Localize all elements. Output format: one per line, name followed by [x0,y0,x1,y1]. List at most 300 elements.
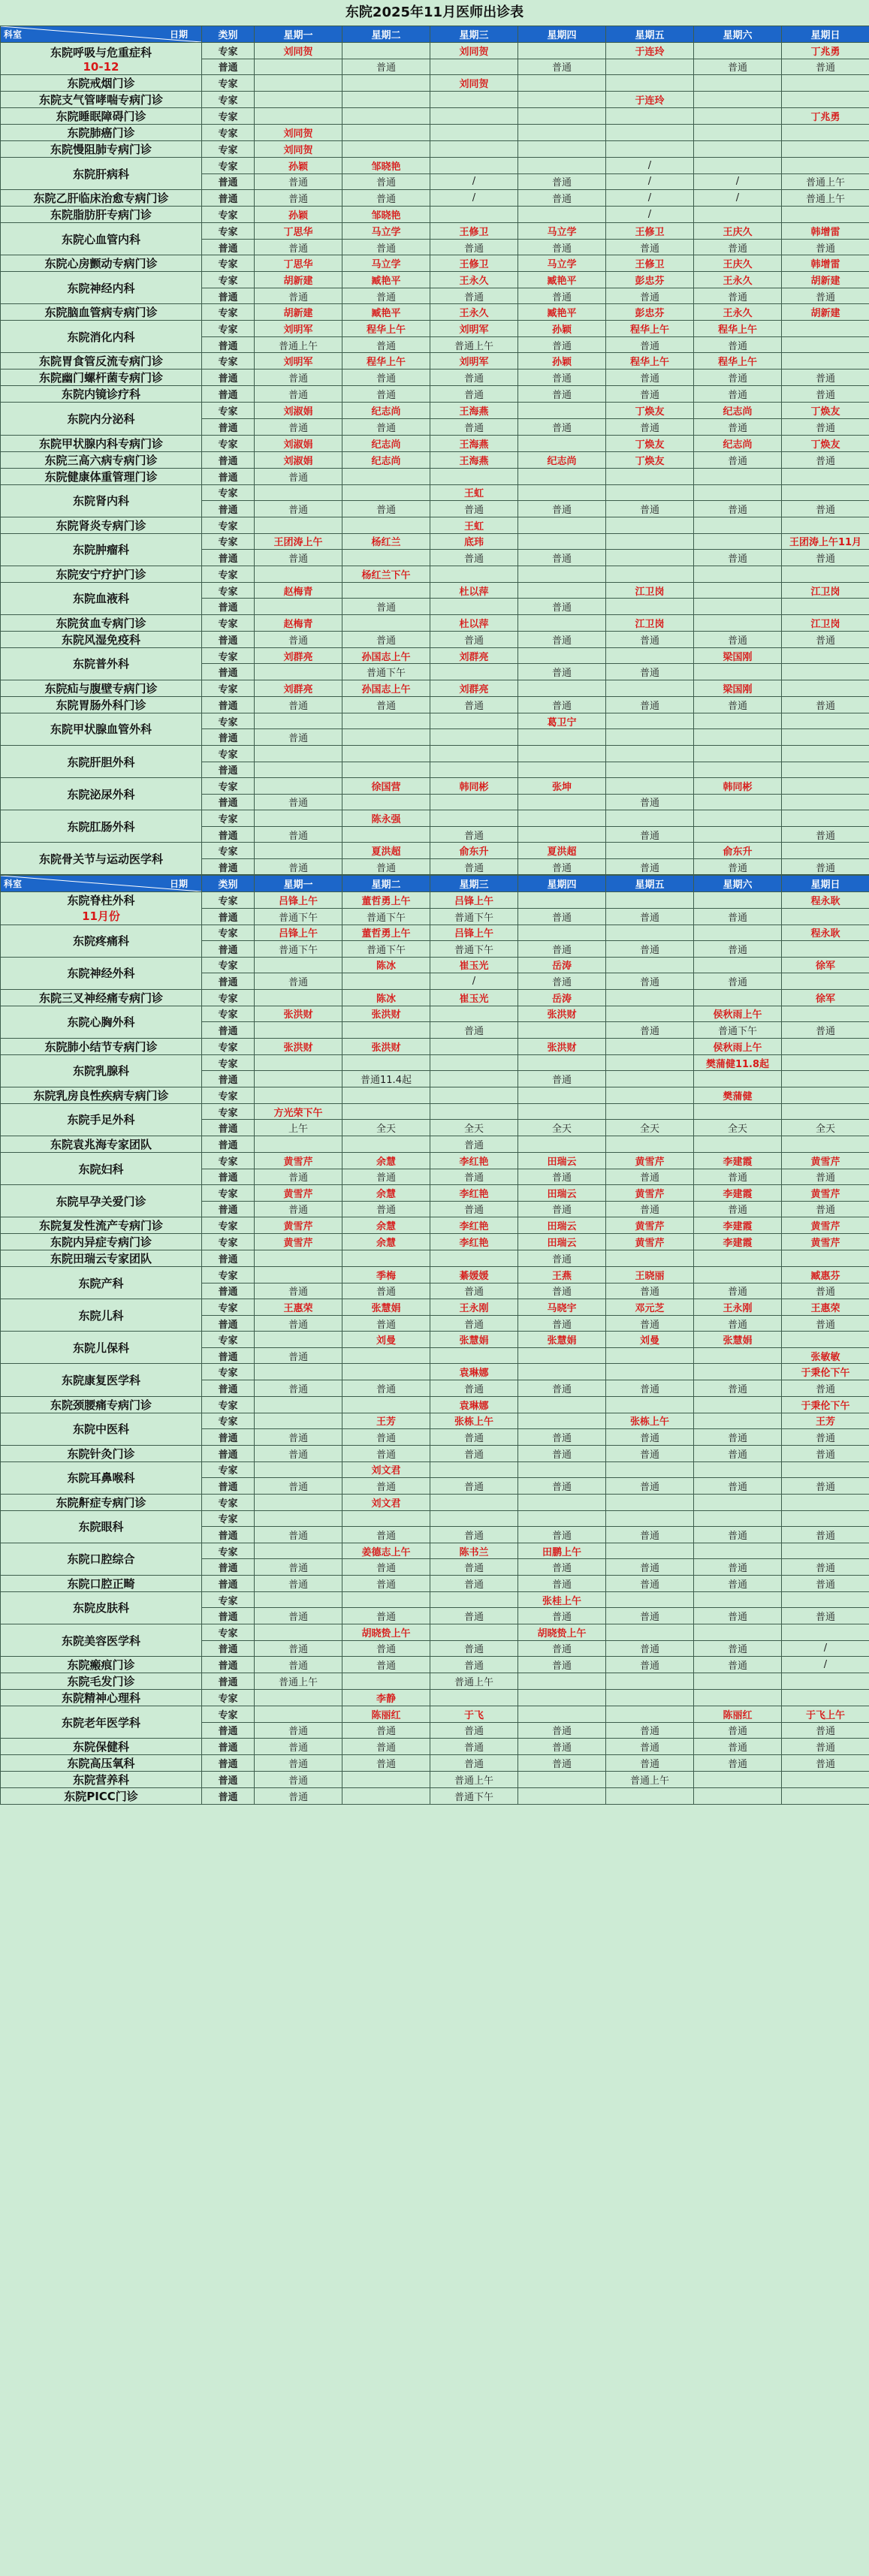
schedule-cell: 田瑞云 [518,1185,606,1202]
department-name [1,680,202,696]
schedule-cell [342,1054,430,1071]
schedule-cell: 普通 [430,1136,518,1152]
schedule-cell [430,794,518,810]
schedule-cell [255,1543,342,1559]
schedule-cell [430,1038,518,1054]
schedule-cell: 普通 [782,419,869,436]
schedule-cell: 王芳 [342,1413,430,1429]
schedule-cell: 黄雪芹 [782,1217,869,1234]
schedule-cell: 普通 [606,1201,694,1217]
schedule-cell [782,566,869,582]
schedule-cell: 普通 [694,973,782,990]
schedule-cell: 黄雪芹 [255,1234,342,1250]
category-cell: 普通 [202,1136,255,1152]
category-cell: 专家 [202,1103,255,1120]
department-name [1,1332,202,1364]
schedule-cell [782,664,869,680]
schedule-cell: 普通 [694,1169,782,1185]
table-row [1,108,869,125]
schedule-cell: 普通 [430,1283,518,1299]
category-cell: 专家 [202,1185,255,1202]
schedule-cell: 张坤 [518,778,606,795]
schedule-cell: 普通 [255,1283,342,1299]
schedule-cell [782,75,869,92]
schedule-cell: 普通 [255,501,342,517]
schedule-cell [606,533,694,550]
department-name-line: 东院早孕关爱门诊 [56,1194,146,1208]
department-name [1,1299,202,1332]
schedule-cell: 普通 [342,1283,430,1299]
category-cell: 普通 [202,1559,255,1576]
table-row [1,925,869,941]
schedule-cell [694,599,782,615]
schedule-cell [518,158,606,174]
schedule-cell: 普通 [606,501,694,517]
schedule-cell [518,746,606,762]
table-row [1,255,869,272]
schedule-cell: 张慧娟 [694,1332,782,1348]
schedule-cell: 普通下午 [255,908,342,925]
schedule-cell: 普通 [694,501,782,517]
schedule-cell: 普通 [606,1169,694,1185]
schedule-cell: 张栋上午 [606,1413,694,1429]
schedule-cell: 普通 [255,1201,342,1217]
schedule-cell: 李静 [342,1690,430,1706]
schedule-cell [694,517,782,533]
schedule-cell [255,957,342,973]
schedule-cell [694,892,782,909]
schedule-cell: 普通 [694,941,782,958]
category-cell: 普通 [202,794,255,810]
table-row [1,484,869,501]
schedule-cell: 于秉伦下午 [782,1396,869,1413]
schedule-cell: 王永刚 [694,1299,782,1316]
department-name [1,1690,202,1706]
date-label: 日期 [169,879,188,890]
schedule-cell: 王芳 [782,1413,869,1429]
schedule-cell: 袁琳娜 [430,1364,518,1380]
schedule-cell [694,125,782,141]
table-row [1,1575,869,1591]
category-cell: 专家 [202,957,255,973]
schedule-cell: 余慧 [342,1217,430,1234]
category-header: 类别 [202,876,255,892]
schedule-cell [518,1396,606,1413]
department-name [1,1234,202,1250]
schedule-cell: 普通上午 [430,1772,518,1788]
category-cell: 普通 [202,419,255,436]
schedule-cell [518,403,606,419]
day-header: 星期三 [430,876,518,892]
schedule-cell [342,746,430,762]
schedule-cell [694,713,782,729]
schedule-cell: 普通 [342,1429,430,1446]
schedule-cell [342,125,430,141]
schedule-cell: 丁思华 [255,255,342,272]
schedule-cell [430,158,518,174]
schedule-cell [342,729,430,746]
schedule-cell: 普通 [782,1380,869,1396]
schedule-cell [430,1624,518,1641]
schedule-cell [430,59,518,75]
schedule-cell: 普通 [430,1380,518,1396]
table-row [1,1624,869,1641]
schedule-cell [342,1510,430,1527]
schedule-cell [255,1071,342,1087]
schedule-cell [430,1347,518,1364]
schedule-cell: 普通 [606,1755,694,1772]
schedule-cell [255,1054,342,1071]
schedule-cell: 普通 [342,1608,430,1624]
department-name [1,566,202,582]
schedule-cell [694,43,782,59]
schedule-cell [782,1332,869,1348]
schedule-cell: 姜德志上午 [342,1543,430,1559]
category-cell: 普通 [202,1315,255,1332]
schedule-cell [606,1673,694,1690]
department-name [1,321,202,353]
department-name-line: 东院鼾症专病门诊 [56,1495,146,1510]
category-cell: 普通 [202,190,255,207]
schedule-cell: 普通 [606,419,694,436]
schedule-cell [606,1788,694,1805]
schedule-cell [255,599,342,615]
schedule-cell [518,1103,606,1120]
schedule-cell [518,533,606,550]
header-corner [1,26,202,43]
table-row [1,207,869,223]
schedule-cell [518,810,606,827]
department-name [1,647,202,680]
table-row [1,1217,869,1234]
schedule-cell: 李红艳 [430,1234,518,1250]
schedule-cell: 普通下午 [430,941,518,958]
schedule-cell [255,1461,342,1478]
schedule-cell: 普通 [518,599,606,615]
schedule-cell: / [606,158,694,174]
schedule-cell [430,729,518,746]
schedule-cell [782,1006,869,1022]
schedule-cell [255,517,342,533]
schedule-cell: 黄雪芹 [255,1217,342,1234]
schedule-cell: 纪志尚 [342,451,430,468]
schedule-cell: 刘淑娟 [255,403,342,419]
schedule-cell [430,1071,518,1087]
table-row [1,1445,869,1461]
schedule-cell: 吕锋上午 [255,925,342,941]
schedule-cell [782,1788,869,1805]
category-cell: 专家 [202,1543,255,1559]
schedule-cell: 普通 [782,288,869,304]
schedule-cell: 于飞 [430,1706,518,1723]
schedule-cell: 普通 [255,794,342,810]
department-name-line: 11月份 [82,909,120,924]
department-name [1,696,202,713]
schedule-cell [518,1510,606,1527]
table-row [1,1657,869,1673]
schedule-cell [606,1543,694,1559]
schedule-cell: 普通 [606,239,694,255]
schedule-cell: 梁国刚 [694,680,782,696]
table-row [1,1494,869,1510]
schedule-cell [782,1494,869,1510]
department-name [1,43,202,75]
schedule-cell [606,778,694,795]
schedule-cell: 于秉伦下午 [782,1364,869,1380]
department-name-line: 东院神经内科 [67,281,135,295]
schedule-cell: 丁焕友 [606,435,694,451]
schedule-cell: 陈冰 [342,989,430,1006]
schedule-cell: 普通 [782,1201,869,1217]
schedule-cell [694,141,782,158]
schedule-cell: 普通 [606,1429,694,1446]
category-cell: 专家 [202,1510,255,1527]
schedule-cell: 纪志尚 [342,435,430,451]
table-row [1,1772,869,1788]
schedule-cell: 王修卫 [606,255,694,272]
schedule-cell [606,108,694,125]
schedule-cell [782,141,869,158]
schedule-cell [782,941,869,958]
schedule-cell [782,125,869,141]
schedule-cell: 马立学 [518,223,606,240]
schedule-cell [694,794,782,810]
schedule-cell [342,75,430,92]
schedule-cell: 王永刚 [430,1299,518,1316]
schedule-cell [694,957,782,973]
schedule-cell: 陈书兰 [430,1543,518,1559]
schedule-cell: 张洪财 [342,1038,430,1054]
day-header: 星期一 [255,26,342,43]
schedule-cell: 彭忠芬 [606,304,694,321]
schedule-cell: 李建霞 [694,1185,782,1202]
category-header: 类别 [202,26,255,43]
schedule-cell [430,566,518,582]
department-name [1,631,202,647]
schedule-cell [606,762,694,778]
schedule-cell: 普通上午 [782,173,869,190]
department-name-line: 东院毛发门诊 [67,1675,135,1689]
schedule-cell: 丁焕友 [606,403,694,419]
schedule-cell: 普通 [255,239,342,255]
department-name-line: 东院中医科 [72,1422,129,1437]
schedule-cell [342,43,430,59]
department-name [1,614,202,631]
department-name [1,892,202,925]
schedule-cell: 普通 [694,908,782,925]
schedule-cell: 张慧娟 [342,1299,430,1316]
schedule-cell: 普通 [782,631,869,647]
schedule-cell: 普通 [518,1559,606,1576]
department-name [1,746,202,778]
schedule-cell: 普通 [430,1739,518,1755]
schedule-cell: 普通 [255,858,342,875]
schedule-cell: 普通 [606,1640,694,1657]
table-row [1,1690,869,1706]
schedule-cell [782,1103,869,1120]
category-cell: 普通 [202,468,255,484]
department-name-line: 东院颈腰痛专病门诊 [50,1398,152,1412]
schedule-cell [430,1510,518,1527]
schedule-cell: 胡新建 [782,304,869,321]
schedule-cell [430,207,518,223]
category-cell: 专家 [202,680,255,696]
schedule-cell: 刘明军 [430,353,518,370]
table-row [1,1234,869,1250]
schedule-cell: 普通 [518,59,606,75]
schedule-cell [694,1788,782,1805]
table-row [1,386,869,403]
schedule-cell [694,468,782,484]
schedule-cell: 臧艳平 [518,304,606,321]
schedule-cell: 邹晓艳 [342,158,430,174]
category-cell: 专家 [202,810,255,827]
schedule-cell: 普通 [430,1478,518,1495]
schedule-cell [606,59,694,75]
schedule-cell: 普通 [342,336,430,353]
schedule-cell: / [606,190,694,207]
schedule-cell: 韩同彬 [694,778,782,795]
schedule-cell [782,321,869,337]
department-name [1,1136,202,1152]
schedule-cell [342,762,430,778]
schedule-cell: 岳涛 [518,989,606,1006]
schedule-cell: 普通 [518,1429,606,1446]
schedule-cell: 普通 [694,858,782,875]
schedule-cell [255,1413,342,1429]
department-name [1,517,202,533]
schedule-cell: 普通 [430,1429,518,1446]
schedule-cell [782,1690,869,1706]
schedule-cell [342,614,430,631]
department-name [1,1038,202,1054]
department-name-line: 东院PICC门诊 [64,1790,138,1804]
table-row [1,647,869,664]
schedule-cell [255,1087,342,1103]
schedule-cell: 张洪财 [255,1038,342,1054]
schedule-cell: 李建霞 [694,1152,782,1169]
schedule-cell: 普通 [606,664,694,680]
schedule-cell [694,566,782,582]
schedule-cell: 李红艳 [430,1185,518,1202]
table-row [1,517,869,533]
schedule-cell: 王永久 [694,304,782,321]
schedule-cell [694,1494,782,1510]
schedule-cell: 王虹 [430,517,518,533]
schedule-cell: 樊蒲健11.8起 [694,1054,782,1071]
department-name-line: 东院肾内科 [72,494,129,508]
schedule-cell: 崔玉光 [430,957,518,973]
schedule-cell: 王惠荣 [782,1299,869,1316]
schedule-cell: 刘曼 [342,1332,430,1348]
schedule-cell: 刘文君 [342,1461,430,1478]
schedule-cell [342,1022,430,1039]
department-name-line: 东院皮肤科 [72,1601,129,1615]
schedule-cell: 普通 [606,1657,694,1673]
schedule-cell: 普通 [606,1739,694,1755]
category-cell: 普通 [202,451,255,468]
table-row [1,1332,869,1348]
schedule-cell: 普通 [694,451,782,468]
table-row [1,1185,869,1202]
schedule-cell [255,1706,342,1723]
department-name [1,141,202,158]
schedule-cell [342,1347,430,1364]
category-cell: 普通 [202,550,255,566]
table-row [1,1267,869,1283]
table-row [1,680,869,696]
schedule-cell [342,826,430,843]
schedule-cell: 王庆久 [694,223,782,240]
schedule-cell: 吕锋上午 [430,925,518,941]
schedule-cell: 普通 [430,1575,518,1591]
schedule-cell: 普通 [694,1201,782,1217]
schedule-cell: 普通 [255,631,342,647]
department-name [1,1152,202,1184]
schedule-cell [782,778,869,795]
schedule-cell [694,207,782,223]
schedule-cell [518,1087,606,1103]
category-cell: 普通 [202,1575,255,1591]
date-label: 日期 [169,29,188,40]
schedule-cell: 普通 [606,696,694,713]
schedule-cell: 方光荣下午 [255,1103,342,1120]
schedule-cell [518,647,606,664]
schedule-cell: 张慧娟 [518,1332,606,1348]
category-cell: 专家 [202,321,255,337]
schedule-cell: 普通 [606,973,694,990]
schedule-cell: 普通 [606,941,694,958]
schedule-cell: 普通 [782,1445,869,1461]
schedule-cell: 普通 [518,1071,606,1087]
schedule-cell: 普通 [694,288,782,304]
department-name [1,1087,202,1103]
schedule-cell: 普通 [694,59,782,75]
category-cell: 专家 [202,353,255,370]
schedule-cell: 陈丽红 [342,1706,430,1723]
schedule-cell [342,1250,430,1267]
table-row [1,451,869,468]
schedule-cell [342,1364,430,1380]
department-name [1,484,202,517]
schedule-cell: / [430,973,518,990]
schedule-cell: 全天 [342,1120,430,1136]
schedule-cell [255,810,342,827]
schedule-cell: 普通 [518,1445,606,1461]
table-row [1,1136,869,1152]
schedule-cell [518,1706,606,1723]
department-name-line: 东院三叉神经痛专病门诊 [38,991,163,1005]
schedule-cell: 张敏敏 [782,1347,869,1364]
schedule-cell: 黄雪芹 [606,1217,694,1234]
schedule-cell: 徐国营 [342,778,430,795]
schedule-cell [518,582,606,599]
table-row [1,43,869,59]
schedule-cell: 普通 [606,1380,694,1396]
table-row [1,272,869,288]
schedule-cell [782,353,869,370]
schedule-cell [782,599,869,615]
schedule-cell [430,810,518,827]
category-cell: 专家 [202,925,255,941]
schedule-cell [255,1332,342,1348]
schedule-cell [342,1396,430,1413]
department-name-line: 东院肛肠外科 [67,819,135,834]
schedule-cell: 普通 [694,696,782,713]
dept-label: 科室 [4,879,23,890]
schedule-cell [606,647,694,664]
schedule-cell [782,1054,869,1071]
